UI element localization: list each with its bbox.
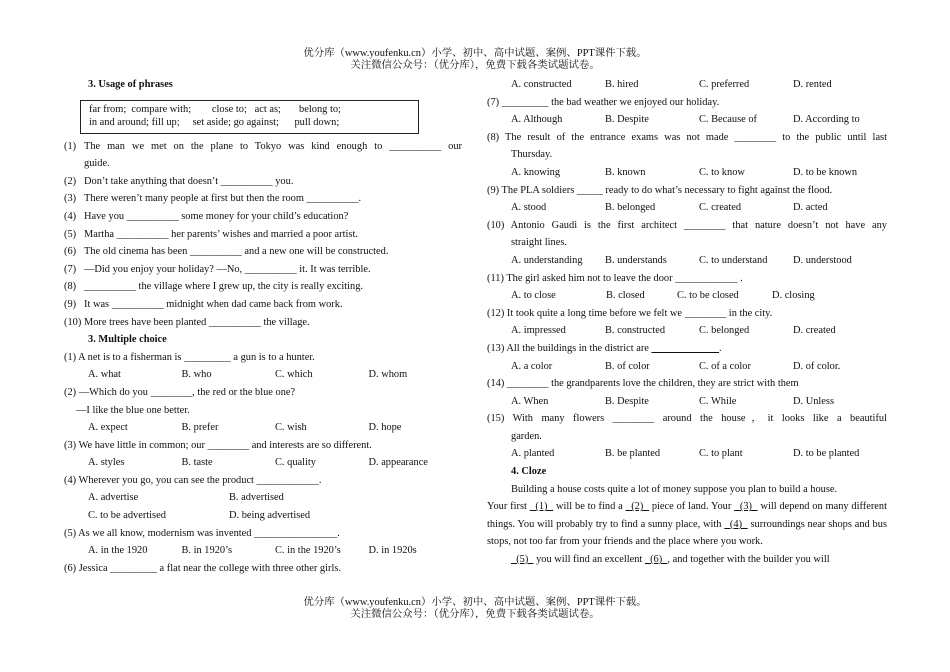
cloze-title: 4. Cloze bbox=[511, 466, 547, 478]
question-body bbox=[84, 173, 462, 191]
cloze-text: will be to find a bbox=[553, 501, 626, 513]
mc-q2-text-2: —I like the blue one better. bbox=[76, 404, 190, 416]
option[interactable]: D. According to bbox=[793, 114, 860, 126]
mc-q13-tail: . bbox=[719, 342, 722, 354]
option[interactable]: C. Because of bbox=[699, 114, 757, 126]
question-number: (1) bbox=[64, 140, 77, 152]
mc-q4-options-row1 bbox=[64, 489, 462, 507]
phrase-box-line-1: far from; compare with; close to; act as; belong to; bbox=[89, 103, 341, 115]
question-number: (9) bbox=[64, 298, 77, 310]
option[interactable]: D. created bbox=[793, 325, 836, 337]
cloze-p1-line1: Building a house costs quite a lot of money suppose you plan to build a house. bbox=[511, 483, 838, 495]
mc-title: 3. Multiple choice bbox=[88, 334, 167, 346]
mc-q6-text: (6) Jessica _________ a flat near the college with three other girls. bbox=[64, 562, 341, 574]
option[interactable]: D. in 1920s bbox=[368, 545, 417, 557]
option[interactable]: B. understands bbox=[605, 254, 667, 266]
option[interactable]: B. be planted bbox=[605, 448, 661, 460]
option[interactable]: A. knowing bbox=[511, 166, 561, 178]
question-text: The man we met on the plane to Tokyo was kind enough to __________ our bbox=[84, 140, 462, 152]
phrase-question bbox=[64, 278, 462, 296]
mc-q3-options bbox=[64, 454, 462, 472]
mc-q7-options bbox=[487, 111, 887, 129]
mc-q3-text: (3) We have little in common; our ________ and interests are so different. bbox=[64, 439, 372, 451]
cloze-text: will depend on many different things. You will probably try to find a sunny place, with bbox=[487, 501, 888, 530]
option[interactable]: A. planted bbox=[511, 448, 555, 460]
header-line-1: 优分库（www.youfenku.cn）小学、初中、高中试题、案例、PPT课件下载。 bbox=[303, 48, 647, 59]
question-body bbox=[84, 261, 462, 279]
option[interactable]: B. hired bbox=[605, 79, 639, 90]
option[interactable]: A. in the 1920 bbox=[88, 545, 148, 557]
cloze-blank: (1) bbox=[529, 501, 554, 513]
mc-q8-options bbox=[487, 164, 887, 182]
option[interactable]: B. closed bbox=[606, 290, 645, 302]
option[interactable]: C. wish bbox=[275, 422, 307, 434]
mc-q8-text-2: Thursday. bbox=[511, 149, 553, 161]
mc-q1-text: (1) A net is to a fisherman is _________ a gun is to a hunter. bbox=[64, 351, 315, 363]
question-text: It was __________ midnight when dad came back from work. bbox=[84, 298, 343, 310]
mc-q5-options bbox=[64, 542, 462, 560]
right-column bbox=[487, 76, 887, 569]
question-number: (7) bbox=[64, 263, 77, 275]
option[interactable]: C. preferred bbox=[699, 79, 750, 90]
mc-q13-options bbox=[487, 358, 887, 376]
question-number: (5) bbox=[64, 228, 77, 240]
option[interactable]: B. prefer bbox=[181, 422, 219, 434]
mc-q2-options bbox=[64, 419, 462, 437]
mc-q12-text: (12) It took quite a long time before we felt we ________ in the city. bbox=[487, 307, 773, 319]
mc-q11-text: (11) The girl asked him not to leave the door ____________ . bbox=[487, 272, 743, 284]
option[interactable]: D. of color. bbox=[793, 360, 841, 372]
option[interactable]: D. acted bbox=[793, 202, 828, 214]
option[interactable]: B. belonged bbox=[605, 202, 656, 214]
option[interactable]: A. impressed bbox=[511, 325, 566, 337]
mc-q15-options bbox=[487, 445, 887, 463]
question-text: __________ the village where I grew up, the city is really exciting. bbox=[84, 281, 364, 293]
mc-q15-text-2: garden. bbox=[511, 430, 542, 442]
cloze-blank: (6) bbox=[644, 554, 668, 566]
option[interactable]: D. to be planted bbox=[793, 448, 860, 460]
option[interactable]: B. Despite bbox=[605, 114, 649, 126]
question-text: Martha __________ her parents’ wishes and married a poor artist. bbox=[84, 228, 358, 240]
option[interactable]: D. to be known bbox=[793, 166, 858, 178]
mc-q13-stem: (13) All the buildings in the district are bbox=[487, 342, 652, 354]
mc-q13-text bbox=[487, 340, 887, 358]
mc-q9-options bbox=[487, 199, 887, 217]
option[interactable]: B. known bbox=[605, 166, 646, 178]
phrases-title: 3. Usage of phrases bbox=[88, 79, 173, 90]
cloze-text: Your first bbox=[487, 501, 530, 513]
question-body bbox=[84, 314, 462, 332]
option[interactable]: C. created bbox=[699, 202, 742, 214]
mc-q6-options bbox=[487, 76, 887, 94]
phrase-question bbox=[64, 208, 462, 226]
mc-q10-options bbox=[487, 252, 887, 270]
question-text: —Did you enjoy your holiday? —No, __________ it. It was terrible. bbox=[84, 263, 371, 275]
option[interactable]: B. of color bbox=[605, 360, 650, 372]
cloze-paragraph-2 bbox=[487, 551, 887, 569]
question-number: (2) bbox=[64, 175, 77, 187]
mc-q10-text: (10) Antonio Gaudi is the first architect ________ that nature doesn’t not have any bbox=[487, 219, 887, 231]
question-body bbox=[84, 243, 462, 261]
cloze-paragraph-1 bbox=[487, 498, 887, 551]
footer-line-1: 优分库（www.youfenku.cn）小学、初中、高中试题、案例、PPT课件下载。 bbox=[303, 597, 647, 608]
option[interactable]: A. advertise bbox=[88, 492, 139, 504]
phrase-box-line-2: in and around; fill up; set aside; go against; pull down; bbox=[89, 117, 340, 129]
option[interactable]: C. to plant bbox=[699, 448, 743, 460]
option[interactable]: A. expect bbox=[88, 422, 128, 434]
mc-q4-text: (4) Wherever you go, you can see the product ____________. bbox=[64, 474, 322, 486]
option[interactable]: C. to know bbox=[699, 166, 745, 178]
option[interactable]: D. being advertised bbox=[229, 510, 311, 522]
option[interactable]: A. Although bbox=[511, 114, 563, 126]
mc-q15-text: (15) With many flowers ________ around the house，it looks like a beautiful bbox=[487, 413, 887, 425]
option[interactable]: A. stood bbox=[511, 202, 547, 214]
option[interactable]: C. While bbox=[699, 395, 737, 407]
mc-q9-text: (9) The PLA soldiers _____ ready to do what’s necessary to fight against the flood. bbox=[487, 184, 833, 196]
phrase-question bbox=[64, 243, 462, 261]
cloze-blank: (5) bbox=[511, 554, 534, 566]
option[interactable]: B. who bbox=[181, 369, 212, 381]
option[interactable]: C. of a color bbox=[699, 360, 751, 372]
question-number: (8) bbox=[64, 281, 77, 293]
question-body bbox=[84, 296, 462, 314]
option[interactable]: A. When bbox=[511, 395, 549, 407]
question-body bbox=[84, 138, 462, 173]
option[interactable]: B. advertised bbox=[229, 492, 284, 504]
mc-q11-options bbox=[487, 287, 887, 305]
question-text: More trees have been planted __________ the village. bbox=[84, 316, 310, 328]
question-text: The old cinema has been __________ and a new one will be constructed. bbox=[84, 246, 389, 258]
question-body bbox=[84, 226, 462, 244]
phrase-question bbox=[64, 190, 462, 208]
option[interactable]: B. taste bbox=[181, 457, 213, 469]
header-line-2: 关注微信公众号：（优分库），免费下载各类试题试卷。 bbox=[350, 60, 600, 71]
cloze-text: you will find an excellent bbox=[533, 554, 645, 566]
phrase-question bbox=[64, 138, 462, 173]
cloze-blank: (2) bbox=[625, 501, 650, 513]
page-footer bbox=[0, 597, 950, 621]
cloze-blank: (4) bbox=[724, 518, 748, 530]
mc-q4-options-row2 bbox=[64, 507, 462, 525]
question-text: Have you __________ some money for your child’s education? bbox=[84, 210, 349, 222]
option[interactable]: C. belonged bbox=[699, 325, 750, 337]
cloze-text: piece of land. Your bbox=[649, 501, 735, 513]
option[interactable]: C. quality bbox=[275, 457, 316, 469]
phrase-question bbox=[64, 296, 462, 314]
option[interactable]: D. appearance bbox=[368, 457, 428, 469]
option[interactable]: D. whom bbox=[368, 369, 408, 381]
option[interactable]: A. a color bbox=[511, 360, 553, 372]
cloze-blank: (3) bbox=[734, 501, 758, 513]
question-number: (4) bbox=[64, 210, 77, 222]
mc-q1-options bbox=[64, 366, 462, 384]
mc-q10-text-2: straight lines. bbox=[511, 237, 567, 249]
option[interactable]: A. to close bbox=[511, 290, 556, 302]
question-text-continued: guide. bbox=[84, 158, 110, 170]
question-number: (10) bbox=[64, 316, 82, 328]
question-number: (6) bbox=[64, 246, 77, 258]
phrase-question bbox=[64, 261, 462, 279]
phrase-box bbox=[80, 100, 419, 134]
phrase-question bbox=[64, 314, 462, 332]
mc-q12-options bbox=[487, 322, 887, 340]
question-text: Don’t take anything that doesn’t __________ you. bbox=[84, 175, 294, 187]
mc-q5-text: (5) As we all know, modernism was invented ________________. bbox=[64, 527, 340, 539]
option[interactable]: D. closing bbox=[772, 290, 815, 302]
mc-q2-text: (2) —Which do you ________, the red or the blue one? bbox=[64, 386, 296, 398]
mc-q7-text: (7) _________ the bad weather we enjoyed our holiday. bbox=[487, 96, 720, 108]
left-column bbox=[64, 76, 462, 577]
option[interactable]: C. to understand bbox=[699, 254, 768, 266]
option[interactable]: C. in the 1920’s bbox=[275, 545, 341, 557]
option[interactable]: D. rented bbox=[793, 79, 832, 90]
option[interactable]: B. Despite bbox=[605, 395, 649, 407]
cloze-text: , and together with the builder you will bbox=[667, 554, 830, 566]
cloze-text: surroundings near shops and bus stops, not too far from your friends and the place where you work. bbox=[487, 518, 887, 548]
phrase-question bbox=[64, 173, 462, 191]
option[interactable]: D. hope bbox=[368, 422, 402, 434]
mc-q14-options bbox=[487, 393, 887, 411]
option[interactable]: A. constructed bbox=[511, 79, 572, 90]
option[interactable]: B. constructed bbox=[605, 325, 666, 337]
option[interactable]: A. styles bbox=[88, 457, 125, 469]
option[interactable]: D. understood bbox=[793, 254, 852, 266]
phrase-question-list bbox=[64, 138, 462, 332]
option[interactable]: D. Unless bbox=[793, 395, 834, 407]
mc-q13-blank: _____________ bbox=[651, 342, 720, 354]
option[interactable]: A. what bbox=[88, 369, 121, 381]
option[interactable]: B. in 1920’s bbox=[181, 545, 233, 557]
page-header bbox=[0, 48, 950, 72]
option[interactable]: C. to be advertised bbox=[88, 510, 166, 522]
question-number: (3) bbox=[64, 193, 77, 205]
mc-q8-text: (8) The result of the entrance exams was not made ________ to the public until last bbox=[487, 131, 887, 143]
mc-q14-text: (14) ________ the grandparents love the children, they are strict with them bbox=[487, 378, 799, 390]
option[interactable]: C. to be closed bbox=[677, 290, 739, 302]
phrase-question bbox=[64, 226, 462, 244]
question-text: There weren’t many people at first but then the room __________. bbox=[84, 193, 362, 205]
question-body bbox=[84, 190, 462, 208]
option[interactable]: A. understanding bbox=[511, 254, 583, 266]
footer-line-2: 关注微信公众号：（优分库），免费下载各类试题试卷。 bbox=[350, 609, 600, 620]
question-body bbox=[84, 278, 462, 296]
question-body bbox=[84, 208, 462, 226]
option[interactable]: C. which bbox=[275, 369, 313, 381]
